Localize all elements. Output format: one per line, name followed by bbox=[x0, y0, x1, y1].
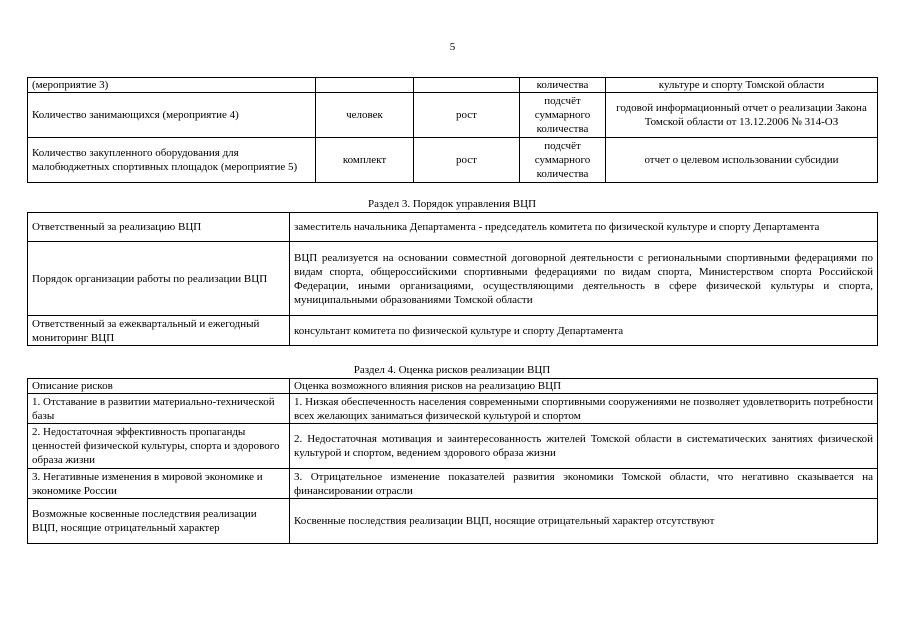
value-cell: консультант комитета по физической культуре и спорту Департамента bbox=[290, 316, 878, 346]
table-row bbox=[28, 138, 878, 183]
table-row bbox=[28, 213, 878, 242]
risk-cell: Возможные косвенные последствия реализации ВЦП, носящие отрицательный характер bbox=[28, 499, 290, 544]
method-cell: подсчёт суммарного количества bbox=[520, 93, 606, 138]
management-table bbox=[27, 212, 878, 346]
table-row bbox=[28, 242, 878, 316]
value-cell: заместитель начальника Департамента - председатель комитета по физической культуре и спорту Департамента bbox=[290, 213, 878, 242]
trend-cell bbox=[414, 78, 520, 93]
impact-cell: 3. Отрицательное изменение показателей развития экономики Томской области, что негативно сказывается на финансировании отрасли bbox=[290, 469, 878, 499]
table-row bbox=[28, 316, 878, 346]
impact-cell: 2. Недостаточная мотивация и заинтересованность жителей Томской области в систематических занятиях физической культурой и спортом, ведением здорового образа жизни bbox=[290, 424, 878, 469]
indicator-cell: (мероприятие 3) bbox=[28, 78, 316, 93]
unit-cell bbox=[316, 78, 414, 93]
impact-header: Оценка возможного влияния рисков на реализацию ВЦП bbox=[290, 379, 878, 394]
trend-cell: рост bbox=[414, 93, 520, 138]
label-cell: Порядок организации работы по реализации ВЦП bbox=[28, 242, 290, 316]
source-cell: отчет о целевом использовании субсидии bbox=[606, 138, 878, 183]
risk-cell: 1. Отставание в развитии материально-технической базы bbox=[28, 394, 290, 424]
unit-cell: человек bbox=[316, 93, 414, 138]
source-cell: годовой информационный отчет о реализации Закона Томской области от 13.12.2006 № 314-ОЗ bbox=[606, 93, 878, 138]
risk-header: Описание рисков bbox=[28, 379, 290, 394]
indicator-cell: Количество занимающихся (мероприятие 4) bbox=[28, 93, 316, 138]
risk-cell: 2. Недостаточная эффективность пропаганды ценностей физической культуры, спорта и здорового образа жизни bbox=[28, 424, 290, 469]
section-4-title: Раздел 4. Оценка рисков реализации ВЦП bbox=[353, 364, 551, 376]
risk-cell: 3. Негативные изменения в мировой экономике и экономике России bbox=[28, 469, 290, 499]
section-3-title: Раздел 3. Порядок управления ВЦП bbox=[367, 198, 537, 210]
label-cell: Ответственный за реализацию ВЦП bbox=[28, 213, 290, 242]
impact-cell: Косвенные последствия реализации ВЦП, носящие отрицательный характер отсутствуют bbox=[290, 499, 878, 544]
unit-cell: комплект bbox=[316, 138, 414, 183]
label-cell: Ответственный за ежеквартальный и ежегодный мониторинг ВЦП bbox=[28, 316, 290, 346]
table-row bbox=[28, 394, 878, 424]
page-number: 5 bbox=[449, 41, 456, 53]
table-row bbox=[28, 93, 878, 138]
value-cell: ВЦП реализуется на основании совместной договорной деятельности с региональными спортивными федерациями по видам спорта, общероссийскими спортивными федерациями по видам спорта, Министерством спорта Российской Федерации, иными организациями, осуществляющими деятельность в сфере физической культуры и спорта, муниципальными образованиями Томской области bbox=[290, 242, 878, 316]
risks-table bbox=[27, 378, 878, 544]
table-row bbox=[28, 469, 878, 499]
indicators-table bbox=[27, 77, 878, 183]
method-cell: количества bbox=[520, 78, 606, 93]
source-cell: культуре и спорту Томской области bbox=[606, 78, 878, 93]
impact-cell: 1. Низкая обеспеченность населения современными спортивными сооружениями не позволяет удовлетворить потребности всех желающих заниматься физической культурой и спортом bbox=[290, 394, 878, 424]
indicator-cell: Количество закупленного оборудования для малобюджетных спортивных площадок (мероприятие 5) bbox=[28, 138, 316, 183]
method-cell: подсчёт суммарного количества bbox=[520, 138, 606, 183]
trend-cell: рост bbox=[414, 138, 520, 183]
table-row bbox=[28, 499, 878, 544]
table-row bbox=[28, 424, 878, 469]
table-row bbox=[28, 78, 878, 93]
table-header-row bbox=[28, 379, 878, 394]
